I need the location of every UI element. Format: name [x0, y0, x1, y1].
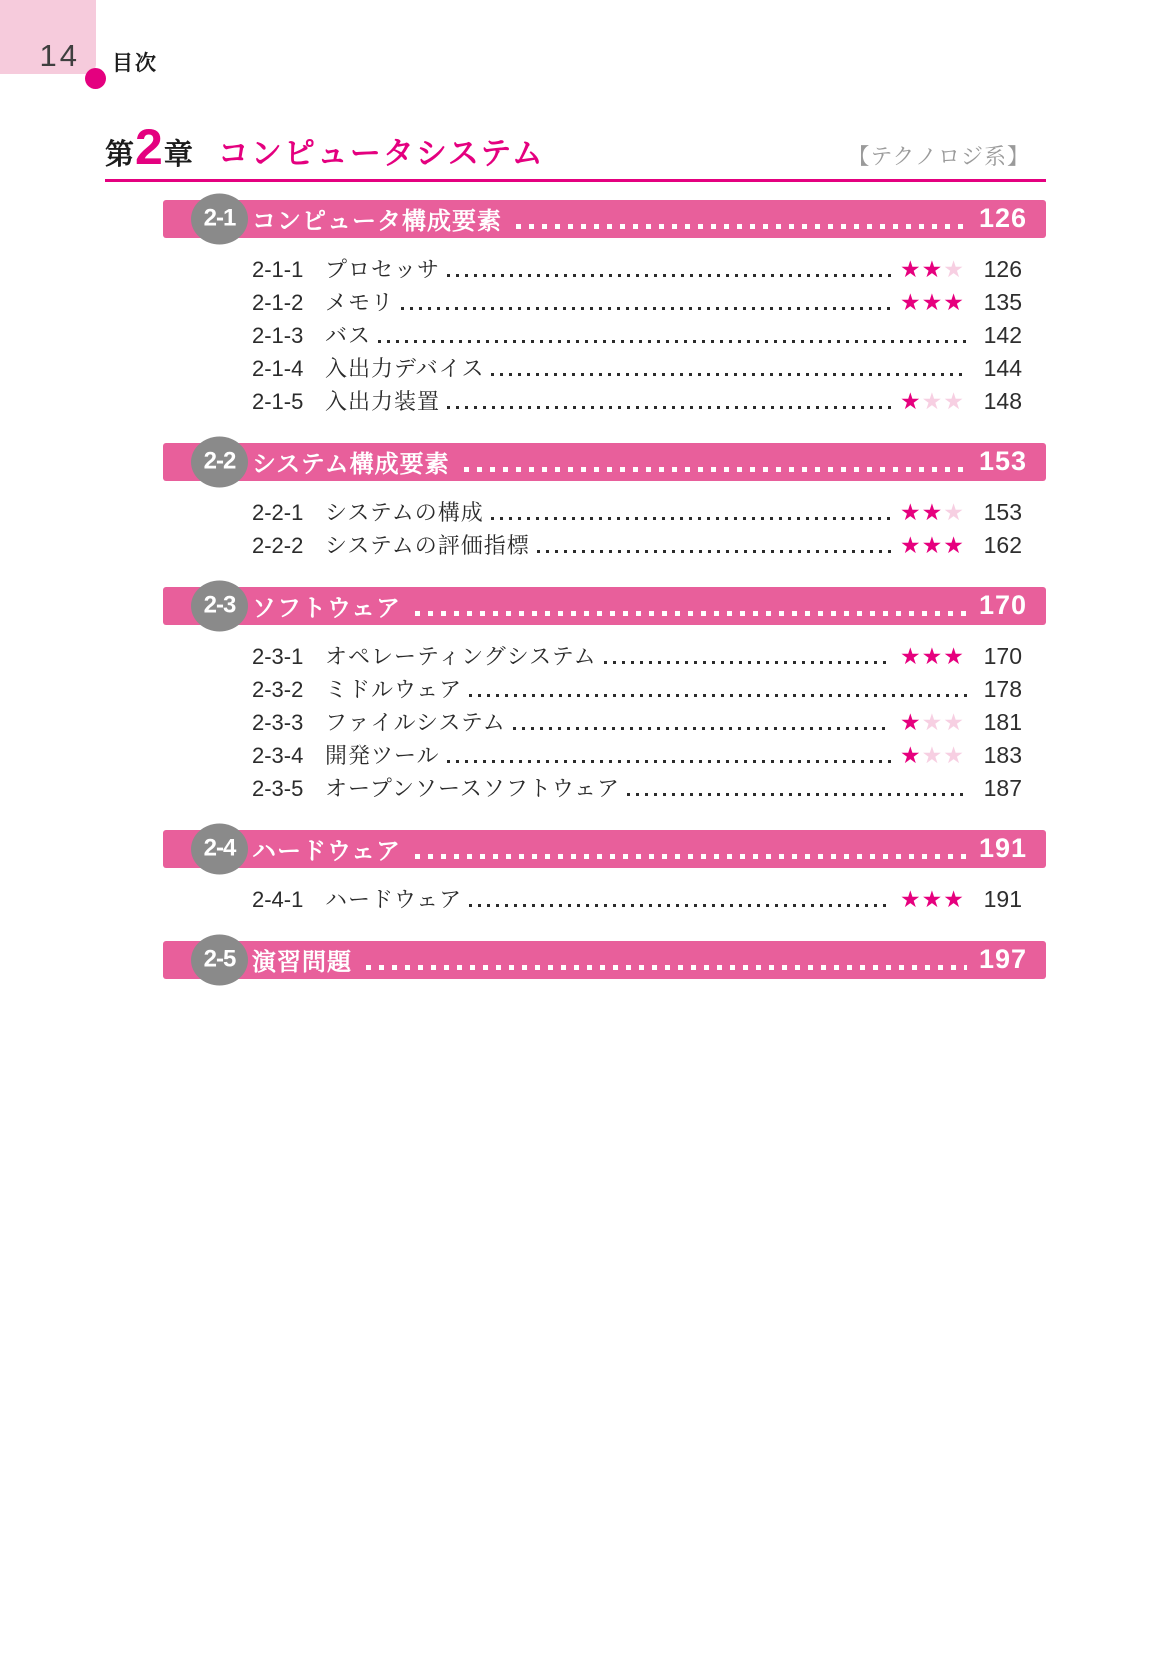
item-page-number: 142	[983, 321, 1022, 348]
item-number: 2-1-4	[252, 355, 304, 381]
dotted-leader	[604, 661, 891, 664]
toc-item-row	[252, 706, 1022, 739]
chapter-header	[105, 119, 1046, 182]
section-header-bar	[163, 830, 1046, 868]
star-rating	[900, 499, 964, 526]
chapter-prefix: 第	[105, 139, 135, 171]
star-empty-icon: ★	[943, 498, 965, 525]
section-title: ソフトウェア	[252, 595, 402, 622]
section-number-badge: 2-5	[191, 934, 248, 985]
toc-item-row	[252, 286, 1022, 319]
item-page-number: 144	[983, 354, 1022, 381]
page-number: 14	[39, 38, 80, 73]
toc-item-row	[252, 496, 1022, 529]
dotted-leader	[366, 965, 967, 970]
item-title: 開発ツール	[325, 742, 440, 768]
toc-section	[105, 443, 1046, 562]
dotted-leader	[415, 611, 967, 616]
item-page-number: 162	[983, 531, 1022, 558]
star-filled-icon: ★	[900, 255, 922, 282]
star-filled-icon: ★	[921, 885, 944, 912]
toc-item-row	[252, 352, 1022, 385]
section-title: ハードウェア	[252, 838, 402, 865]
section-page-number: 153	[978, 446, 1027, 476]
star-rating	[900, 532, 964, 559]
item-title: ファイルシステム	[325, 709, 506, 735]
section-items	[252, 496, 1022, 562]
toc-header-label: 目次	[112, 52, 158, 75]
toc-item-row	[252, 640, 1022, 673]
item-number: 2-2-2	[252, 532, 304, 558]
item-number: 2-3-3	[252, 709, 304, 735]
dotted-leader	[627, 793, 967, 796]
item-title: バス	[325, 322, 372, 348]
star-rating	[900, 886, 964, 913]
star-filled-icon: ★	[943, 531, 965, 558]
section-header-bar	[163, 200, 1046, 238]
toc-item-row	[252, 529, 1022, 562]
item-number: 2-3-4	[252, 742, 304, 768]
section-number-badge: 2-3	[191, 580, 248, 631]
toc-content	[105, 119, 1046, 979]
toc-item-row	[252, 883, 1022, 916]
star-rating	[900, 709, 964, 736]
item-number: 2-1-3	[252, 322, 304, 348]
dotted-leader	[537, 550, 891, 553]
toc-item-row	[252, 319, 1022, 352]
item-page-number: 135	[983, 288, 1022, 315]
star-empty-icon: ★	[943, 708, 965, 735]
item-page-number: 148	[983, 387, 1022, 414]
item-title: 入出力装置	[325, 388, 441, 414]
item-page-number: 170	[983, 642, 1022, 669]
toc-item-row	[252, 739, 1022, 772]
toc-item-row	[252, 253, 1022, 286]
dotted-leader	[491, 517, 891, 520]
section-page-number: 197	[978, 944, 1027, 974]
star-filled-icon: ★	[921, 642, 944, 669]
item-title: オープンソースソフトウェア	[325, 775, 621, 801]
star-filled-icon: ★	[900, 531, 922, 558]
chapter-suffix: 章	[163, 139, 193, 171]
dotted-leader	[378, 340, 967, 343]
toc-section	[105, 941, 1046, 979]
section-title: システム構成要素	[252, 451, 450, 478]
section-title: 演習問題	[252, 949, 352, 976]
item-page-number: 183	[983, 741, 1022, 768]
dotted-leader	[447, 274, 891, 277]
item-number: 2-3-2	[252, 676, 304, 702]
item-number: 2-1-5	[252, 388, 304, 414]
star-empty-icon: ★	[921, 708, 944, 735]
dotted-leader	[447, 406, 891, 409]
star-rating	[900, 388, 964, 415]
item-title: ハードウェア	[325, 886, 463, 912]
item-title: ミドルウェア	[325, 676, 463, 702]
item-number: 2-1-1	[252, 256, 304, 282]
star-filled-icon: ★	[900, 885, 922, 912]
corner-dot-icon	[85, 68, 106, 89]
star-filled-icon: ★	[900, 642, 922, 669]
section-items	[252, 883, 1022, 916]
star-rating	[900, 256, 964, 283]
star-empty-icon: ★	[943, 255, 965, 282]
section-items	[252, 640, 1022, 805]
star-empty-icon: ★	[943, 387, 965, 414]
item-page-number: 191	[983, 885, 1022, 912]
toc-sections	[105, 200, 1046, 979]
section-items	[252, 253, 1022, 418]
chapter-number: 2	[135, 119, 163, 175]
section-header-bar	[163, 443, 1046, 481]
section-number-badge: 2-1	[191, 193, 248, 244]
star-empty-icon: ★	[921, 387, 944, 414]
star-filled-icon: ★	[943, 885, 965, 912]
star-empty-icon: ★	[921, 741, 944, 768]
section-header-bar	[163, 587, 1046, 625]
section-page-number: 126	[978, 203, 1027, 233]
section-title: コンピュータ構成要素	[252, 208, 502, 235]
dotted-leader	[513, 727, 891, 730]
dotted-leader	[464, 467, 967, 472]
star-filled-icon: ★	[943, 642, 965, 669]
star-rating	[900, 742, 964, 769]
star-filled-icon: ★	[921, 255, 944, 282]
dotted-leader	[401, 307, 891, 310]
star-filled-icon: ★	[921, 288, 944, 315]
star-filled-icon: ★	[900, 288, 922, 315]
star-filled-icon: ★	[900, 387, 922, 414]
item-title: システムの評価指標	[325, 532, 530, 558]
chapter-category-label: 【テクノロジ系】	[847, 144, 1030, 169]
item-number: 2-3-1	[252, 643, 304, 669]
item-page-number: 187	[983, 774, 1022, 801]
star-filled-icon: ★	[900, 708, 922, 735]
star-filled-icon: ★	[921, 531, 944, 558]
toc-section	[105, 587, 1046, 805]
dotted-leader	[469, 694, 967, 697]
dotted-leader	[415, 854, 967, 859]
star-filled-icon: ★	[921, 498, 944, 525]
toc-section	[105, 830, 1046, 916]
star-filled-icon: ★	[943, 288, 965, 315]
dotted-leader	[447, 760, 891, 763]
item-title: 入出力デバイス	[325, 355, 485, 381]
item-number: 2-2-1	[252, 499, 304, 525]
section-page-number: 191	[978, 833, 1027, 863]
chapter-title: コンピュータシステム	[217, 136, 545, 171]
item-number: 2-3-5	[252, 775, 304, 801]
item-page-number: 181	[983, 708, 1022, 735]
item-page-number: 126	[983, 255, 1022, 282]
item-number: 2-4-1	[252, 886, 304, 912]
section-page-number: 170	[978, 590, 1027, 620]
star-empty-icon: ★	[943, 741, 965, 768]
item-title: システムの構成	[325, 499, 484, 525]
star-rating	[900, 643, 964, 670]
star-filled-icon: ★	[900, 498, 922, 525]
item-title: プロセッサ	[325, 256, 441, 282]
item-page-number: 178	[983, 675, 1022, 702]
toc-item-row	[252, 385, 1022, 418]
dotted-leader	[469, 904, 891, 907]
toc-section	[105, 200, 1046, 418]
toc-item-row	[252, 673, 1022, 706]
section-number-badge: 2-4	[191, 823, 248, 874]
star-rating	[900, 289, 964, 316]
dotted-leader	[516, 224, 967, 229]
dotted-leader	[491, 373, 967, 376]
item-title: オペレーティングシステム	[325, 643, 597, 669]
item-title: メモリ	[325, 289, 395, 315]
section-header-bar	[163, 941, 1046, 979]
section-number-badge: 2-2	[191, 436, 248, 487]
item-page-number: 153	[983, 498, 1022, 525]
star-filled-icon: ★	[900, 741, 922, 768]
item-number: 2-1-2	[252, 289, 304, 315]
toc-item-row	[252, 772, 1022, 805]
